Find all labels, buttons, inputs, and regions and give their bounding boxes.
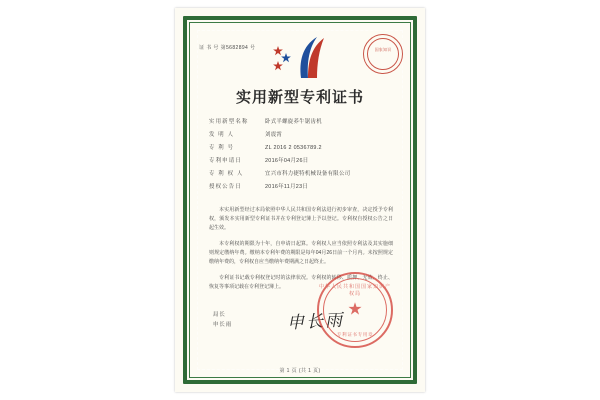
field-value: 2016年11月23日	[265, 184, 309, 190]
signature-block	[213, 310, 232, 330]
field-label: 专 利 号	[209, 145, 235, 151]
five-pointed-star-icon: ★	[347, 299, 363, 319]
field-row	[209, 116, 395, 129]
agency-seal-inner-ring	[367, 38, 399, 70]
field-value: 卧式半螺旋养牛锯齿机	[265, 119, 322, 125]
field-label: 授权公告日	[209, 184, 242, 190]
field-row	[209, 155, 395, 168]
field-row	[209, 129, 395, 142]
field-row	[209, 142, 395, 155]
field-row	[209, 181, 395, 194]
page-footer: 第 1 页 (共 1 页)	[279, 368, 321, 374]
emblem-stars-icon	[273, 46, 297, 72]
certificate-number: 证 书 号 第5682894 号	[199, 45, 256, 51]
agency-seal-text-line1: 国家知识	[374, 47, 392, 52]
field-value: 刘震霄	[265, 132, 283, 138]
body-paragraph: 本专利权的期限为十年，自申请日起算。专利权人应当依照专利法及其实施细则规定缴纳年费。缴纳本专利年费的期限是每年04月26日前一个月内。未按照规定缴纳年费的，专利权自应当缴纳年费期满之日起终止。	[209, 241, 393, 265]
signature-title: 局长	[213, 312, 226, 318]
field-value: 2016年04月26日	[265, 158, 309, 164]
emblem-swoosh-icon	[295, 36, 325, 78]
body-paragraph: 专利证书记载专利权登记时的法律状况。专利权的转移、质押、无效、终止、恢复等事项记载在专利登记簿上。	[209, 275, 393, 290]
field-label: 专 利 权 人	[209, 171, 244, 177]
page-title: 实用新型专利证书	[235, 88, 364, 106]
field-label: 发 明 人	[209, 132, 235, 138]
field-value: ZL 2016 2 0536789.2	[265, 145, 322, 151]
official-round-stamp	[317, 272, 393, 348]
patent-office-emblem-icon	[273, 36, 327, 80]
official-stamp-arc-top: 中华人民共和国国家知识产权局	[319, 284, 392, 297]
body-paragraph: 本实用新型经过本局依照中华人民共和国专利法进行初步审查，决定授予专利权，颁发本实用新型专利证书并在专利登记簿上予以登记。专利权自授权公告之日起生效。	[209, 207, 393, 231]
field-row	[209, 168, 395, 181]
field-label: 实用新型名称	[209, 119, 249, 125]
field-label: 专利申请日	[209, 158, 242, 164]
certificate-content	[195, 28, 405, 372]
patent-certificate-page	[175, 8, 425, 392]
agency-seal-stamp	[363, 34, 403, 74]
signature-name-printed: 申长雨	[213, 322, 233, 328]
signature-handwritten: 申长雨	[286, 310, 345, 334]
certificate-fields	[209, 116, 395, 194]
official-stamp-arc-bottom: 专利证书专用章	[336, 332, 374, 337]
field-value: 宜兴市科力捷特机械设备有限公司	[265, 171, 351, 177]
